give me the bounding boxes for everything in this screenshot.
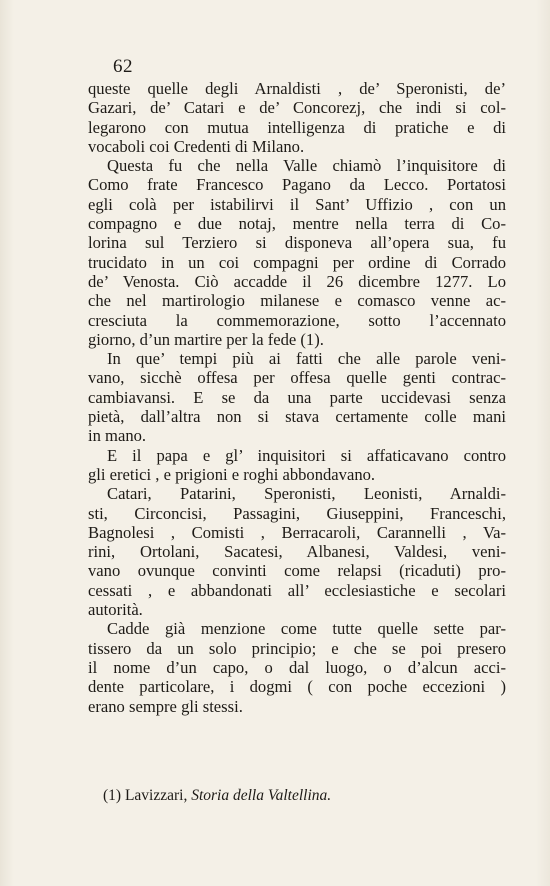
- text-line-2: Gazari, de’ Catari e de’ Concorezj, che indi si col-: [88, 98, 506, 118]
- text-line-3: legarono con mutua intelligenza di pratiche e di: [88, 117, 506, 137]
- text-line-27: cessati , e abbandonati all’ ecclesiastiche e secolari: [88, 580, 506, 600]
- text-line-17: cambiavansi. E se da una parte uccidevasi senza: [88, 387, 506, 407]
- text-line-1: queste quelle degli Arnaldisti , de’ Speronisti, de’: [88, 79, 506, 98]
- text-line-10: trucidato in un coi compagni per ordine di Corrado: [88, 252, 506, 272]
- text-line-26: vano ovunque convinti come relapsi (ricaduti) pro-: [88, 561, 506, 581]
- text-line-7: egli colà per istabilirvi il Sant’ Uffizio , con un: [88, 194, 506, 214]
- text-line-6: Como frate Francesco Pagano da Lecco. Portatosi: [88, 175, 506, 195]
- text-line-5: Questa fu che nella Valle chiamò l’inquisitore di: [107, 156, 506, 176]
- text-line-12: che nel martirologio milanese e comasco venne ac-: [88, 291, 506, 311]
- text-line-22: Catari, Patarini, Speronisti, Leonisti, Arnaldi-: [107, 484, 506, 504]
- text-line-25: rini, Ortolani, Sacatesi, Albanesi, Valdesi, veni-: [88, 542, 506, 562]
- main-text: [88, 79, 506, 716]
- text-line-8: compagno e due notaj, mentre nella terra di Co-: [88, 214, 506, 234]
- text-line-23: sti, Circoncisi, Passagini, Giuseppini, Franceschi,: [88, 503, 506, 523]
- text-line-21: gli eretici , e prigioni e roghi abbondavano.: [88, 464, 376, 484]
- text-line-14: giorno, d’un martire per la fede (1).: [88, 329, 324, 349]
- text-line-11: de’ Venosta. Ciò accadde il 26 dicembre 1277. Lo: [88, 271, 506, 291]
- text-line-33: erano sempre gli stessi.: [88, 696, 243, 716]
- text-line-15: In que’ tempi più ai fatti che alle parole veni-: [107, 349, 506, 369]
- page-number: 62: [113, 56, 133, 77]
- text-line-16: vano, sicchè offesa per offesa quelle genti contrac-: [88, 368, 506, 388]
- text-line-30: tissero da un solo principio; e che se poi presero: [88, 638, 506, 658]
- footnote-mark: (1) Lavizzari,: [103, 787, 188, 804]
- text-line-32: dente particolare, i dogmi ( con poche eccezioni ): [88, 677, 506, 697]
- text-line-9: lorina sul Terziero si disponeva all’opera sua, fu: [88, 233, 506, 253]
- text-line-20: E il papa e gl’ inquisitori si affaticavano contro: [107, 445, 506, 465]
- text-line-31: il nome d’un capo, o dal luogo, o d’alcun acci-: [88, 657, 506, 677]
- text-line-24: Bagnolesi , Comisti , Berracaroli, Carannelli , Va-: [88, 522, 506, 542]
- text-line-28: autorità.: [88, 600, 143, 620]
- text-line-18: pietà, dall’altra non si stava certamente colle mani: [88, 407, 506, 427]
- text-line-13: cresciuta la commemorazione, sotto l’accennato: [88, 310, 506, 330]
- text-line-29: Cadde già menzione come tutte quelle sette par-: [107, 619, 506, 639]
- text-line-19: in mano.: [88, 426, 147, 446]
- footnote-title: Storia della Valtellina.: [191, 787, 332, 804]
- text-line-4: vocaboli coi Credenti di Milano.: [88, 136, 305, 156]
- footnote: [103, 786, 331, 806]
